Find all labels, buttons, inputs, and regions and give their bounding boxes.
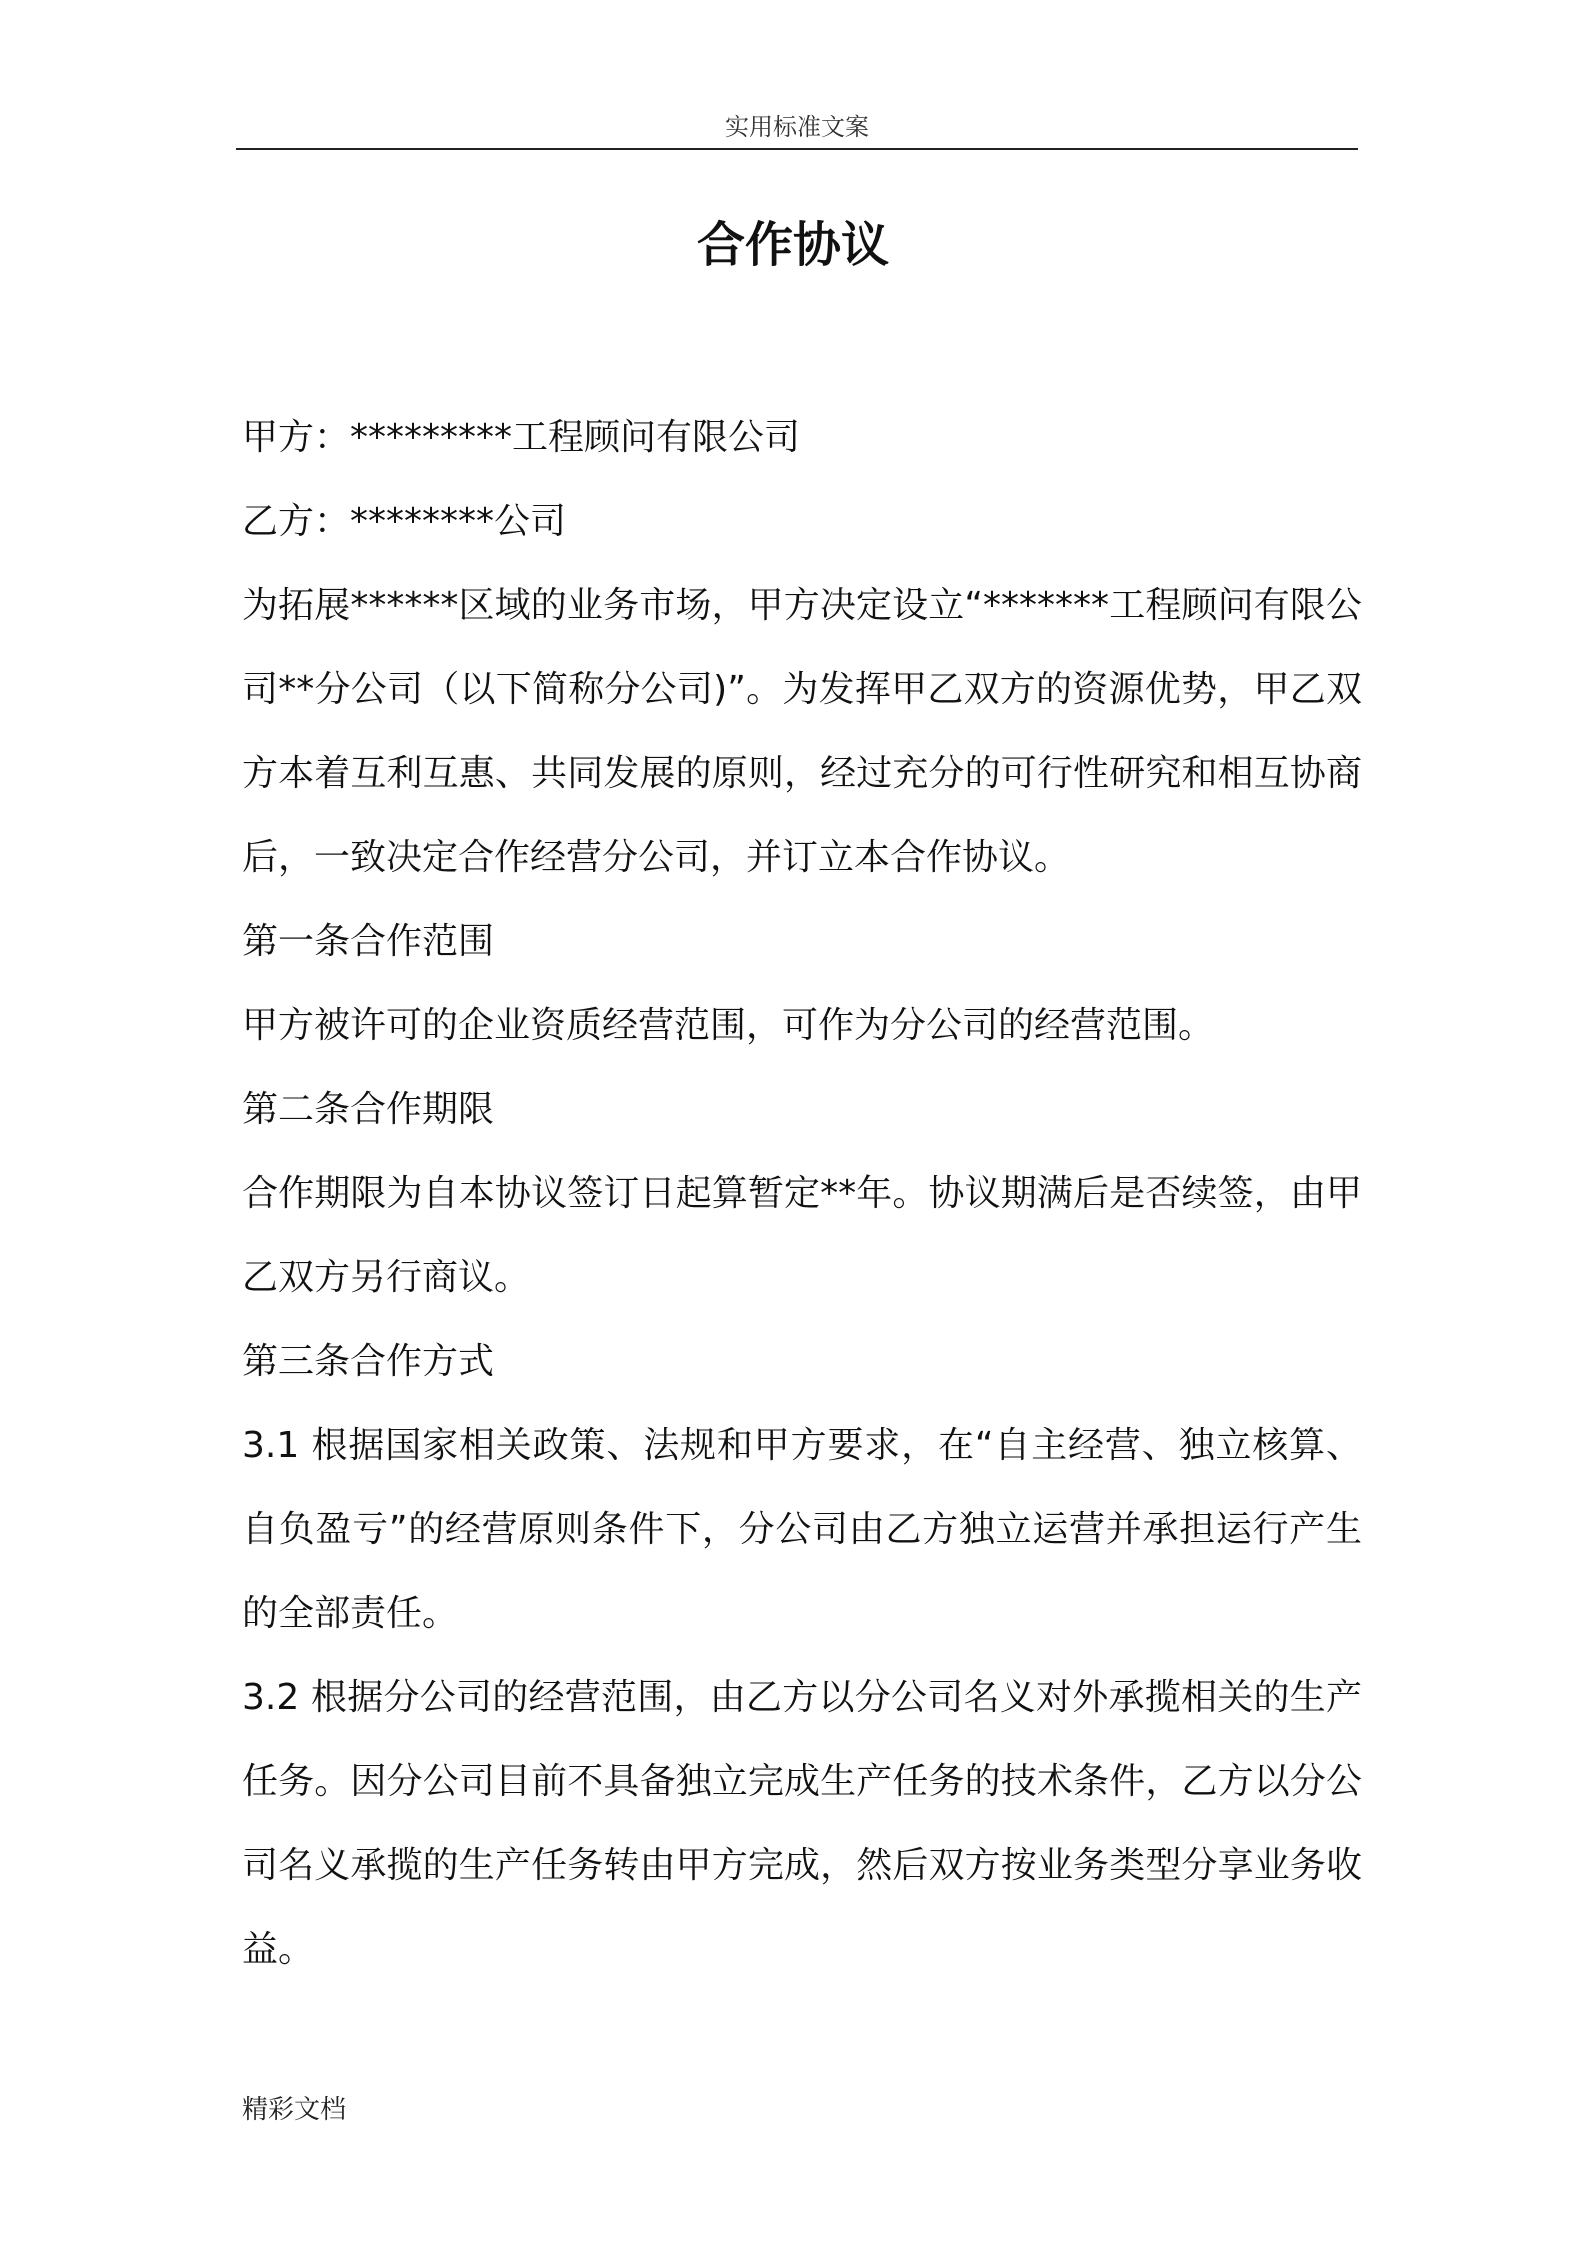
preamble-paragraph: 为拓展******区域的业务市场，甲方决定设立“*******工程顾问有限公司**分公司（以下简称分公司)”。为发挥甲乙双方的资源优势，甲乙双方本着互利互惠、共同发展的原则，经过充分的可行性研究和相互协商后，一致决定合作经营分公司，并订立本合作协议。 <box>242 585 1362 878</box>
page-footer: 精彩文档 <box>242 2095 347 2125</box>
clause-3-2: 3.2 根据分公司的经营范围，由乙方以分公司名义对外承揽相关的生产任务。因分公司目前不具备独立完成生产任务的技术条件，乙方以分公司名义承揽的生产任务转由甲方完成，然后双方按业务类型分享业务收益。 <box>242 1677 1362 1970</box>
clause-3-1: 3.1 根据国家相关政策、法规和甲方要求，在“自主经营、独立核算、自负盈亏”的经营原则条件下，分公司由乙方独立运营并承担运行产生的全部责任。 <box>242 1425 1362 1634</box>
party-b-line: 乙方：********公司 <box>242 501 567 542</box>
page-header: 实用标准文案 <box>236 106 1358 150</box>
document-title: 合作协议 <box>696 217 889 273</box>
article-1-text: 甲方被许可的企业资质经营范围，可作为分公司的经营范围。 <box>242 1005 1215 1046</box>
article-3-heading: 第三条合作方式 <box>242 1341 495 1382</box>
party-a-line: 甲方：*********工程顾问有限公司 <box>242 417 801 458</box>
article-1-heading: 第一条合作范围 <box>242 921 495 962</box>
document-body <box>242 396 1362 1992</box>
article-2-heading: 第二条合作期限 <box>242 1089 495 1130</box>
article-2-text: 合作期限为自本协议签订日起算暂定**年。协议期满后是否续签，由甲乙双方另行商议。 <box>242 1173 1362 1298</box>
